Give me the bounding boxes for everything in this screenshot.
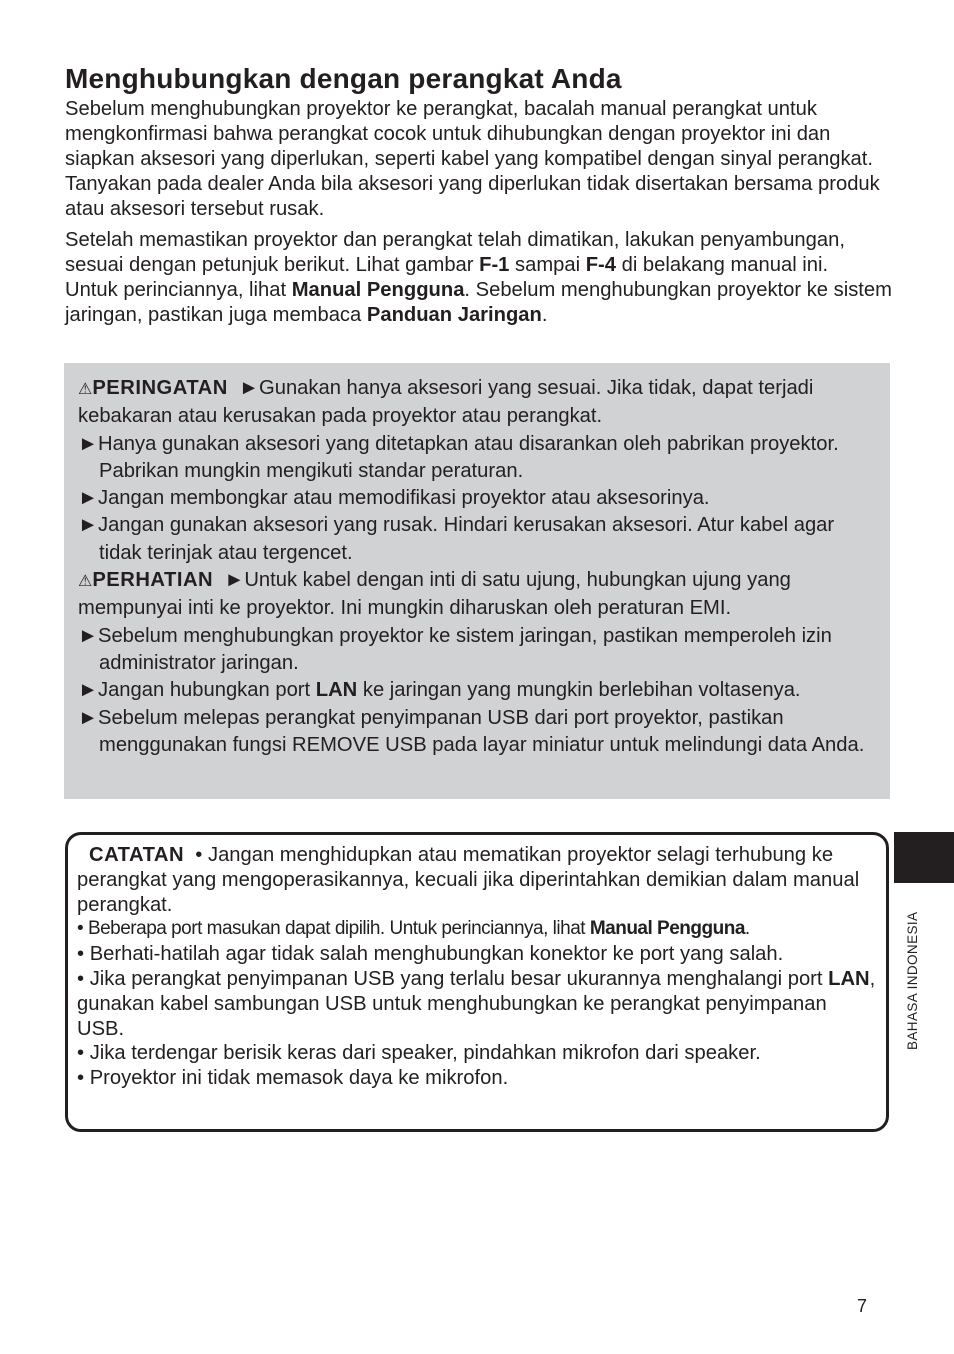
bullet-dot: •	[77, 918, 84, 940]
note-item-3: • Berhati-hatilah agar tidak salah menghubungkan konektor ke port yang salah.	[77, 943, 784, 966]
note-label: CATATAN	[89, 844, 185, 866]
manual-ref: Manual Pengguna	[589, 918, 745, 940]
caution-bullet-2: ►Jangan hubungkan port LAN ke jaringan yang mungkin berlebihan voltasenya.	[78, 679, 801, 702]
warning-label: PERINGATAN	[92, 377, 228, 399]
lan-ref: LAN	[315, 679, 358, 702]
warning-bullet-2: ►Jangan membongkar atau memodifikasi proyektor atau aksesorinya.	[78, 487, 710, 510]
caution-triangle-icon: ⚠	[78, 573, 93, 591]
arrow-icon: ►	[78, 432, 98, 455]
caution-label: PERHATIAN	[92, 569, 214, 592]
language-side-label: BAHASA INDONESIA	[905, 911, 920, 1050]
note-box	[65, 832, 889, 1132]
caution-bullet-3: ►Sebelum melepas perangkat penyimpanan USB dari port proyektor, pastikan menggunakan fungsi REMOVE USB pada layar miniatur untuk melindungi data Anda.	[78, 706, 865, 756]
bullet-dot: •	[77, 1042, 85, 1065]
warning-bullet-3: ►Jangan gunakan aksesori yang rusak. Hindari kerusakan aksesori. Atur kabel agar tidak terinjak atau tergencet.	[78, 514, 835, 564]
warning-box	[64, 363, 890, 799]
language-tab-marker	[894, 832, 954, 883]
warning-triangle-icon: ⚠	[78, 381, 93, 398]
bullet-dot: •	[77, 943, 85, 966]
arrow-icon: ►	[78, 706, 98, 729]
manual-ref: Manual Pengguna	[291, 279, 465, 301]
arrow-icon: ►	[224, 569, 245, 592]
warning-bullet-1: ►Hanya gunakan aksesori yang ditetapkan atau disarankan oleh pabrikan proyektor. Pabrikan mungkin mengikuti standar peraturan.	[78, 432, 839, 482]
intro-paragraph-1: Sebelum menghubungkan proyektor ke perangkat, bacalah manual perangkat untuk mengkonfirmasi bahwa perangkat cocok untuk dihubungkan dengan proyektor ini dan siapkan aksesori yang diperlukan, seperti kabel yang kompatibel dengan sinyal perangkat. Tanyakan pada dealer Anda bila aksesori yang diperlukan tidak disertakan bersama produk atau aksesori tersebut rusak.	[65, 98, 880, 220]
arrow-icon: ►	[78, 679, 98, 702]
arrow-icon: ►	[78, 514, 98, 537]
arrow-icon: ►	[239, 377, 260, 399]
note-item-5: • Jika terdengar berisik keras dari speaker, pindahkan mikrofon dari speaker.	[77, 1042, 761, 1065]
intro-section	[65, 97, 895, 328]
page-title: Menghubungkan dengan perangkat Anda	[65, 63, 622, 94]
note-item-4: • Jika perangkat penyimpanan USB yang terlalu besar ukurannya menghalangi port LAN, gunakan kabel sambungan USB untuk menghubungkan ke perangkat penyimpanan USB.	[77, 967, 876, 1040]
intro-paragraph-2: Setelah memastikan proyektor dan perangkat telah dimatikan, lakukan penyambungan, sesuai dengan petunjuk berikut. Lihat gambar F-1 sampai F-4 di belakang manual ini.	[65, 229, 845, 276]
warning-paragraph: ⚠PERINGATAN ►Gunakan hanya aksesori yang sesuai. Jika tidak, dapat terjadi kebakaran atau kerusakan pada proyektor atau perangkat.	[78, 377, 814, 428]
note-item-2: • Beberapa port masukan dapat dipilih. Untuk perinciannya, lihat Manual Pengguna.	[77, 918, 750, 940]
bullet-dot: •	[77, 1067, 85, 1090]
figure-ref-f1: F-1	[479, 254, 510, 276]
figure-ref-f4: F-4	[585, 254, 616, 276]
bullet-dot: •	[77, 967, 85, 990]
caution-paragraph: ⚠PERHATIAN ►Untuk kabel dengan inti di satu ujung, hubungkan ujung yang mempunyai inti ke proyektor. Ini mungkin diharuskan oleh peraturan EMI.	[78, 569, 791, 620]
intro-paragraph-3: Untuk perinciannya, lihat Manual Pengguna. Sebelum menghubungkan proyektor ke sistem jaringan, pastikan juga membaca Panduan Jaringan.	[65, 279, 892, 326]
arrow-icon: ►	[78, 487, 98, 510]
bullet-dot: •	[195, 844, 203, 866]
arrow-icon: ►	[78, 624, 98, 647]
caution-bullet-1: ►Sebelum menghubungkan proyektor ke sistem jaringan, pastikan memperoleh izin administrator jaringan.	[78, 624, 832, 674]
note-item-6: • Proyektor ini tidak memasok daya ke mikrofon.	[77, 1067, 509, 1090]
note-item-1: CATATAN • Jangan menghidupkan atau mematikan proyektor selagi terhubung ke perangkat yang mengoperasikannya, kecuali jika diperintahkan demikian dalam manual perangkat.	[77, 844, 860, 916]
network-guide-ref: Panduan Jaringan	[366, 304, 542, 326]
lan-ref: LAN	[828, 967, 870, 990]
page-number: 7	[857, 1296, 868, 1316]
